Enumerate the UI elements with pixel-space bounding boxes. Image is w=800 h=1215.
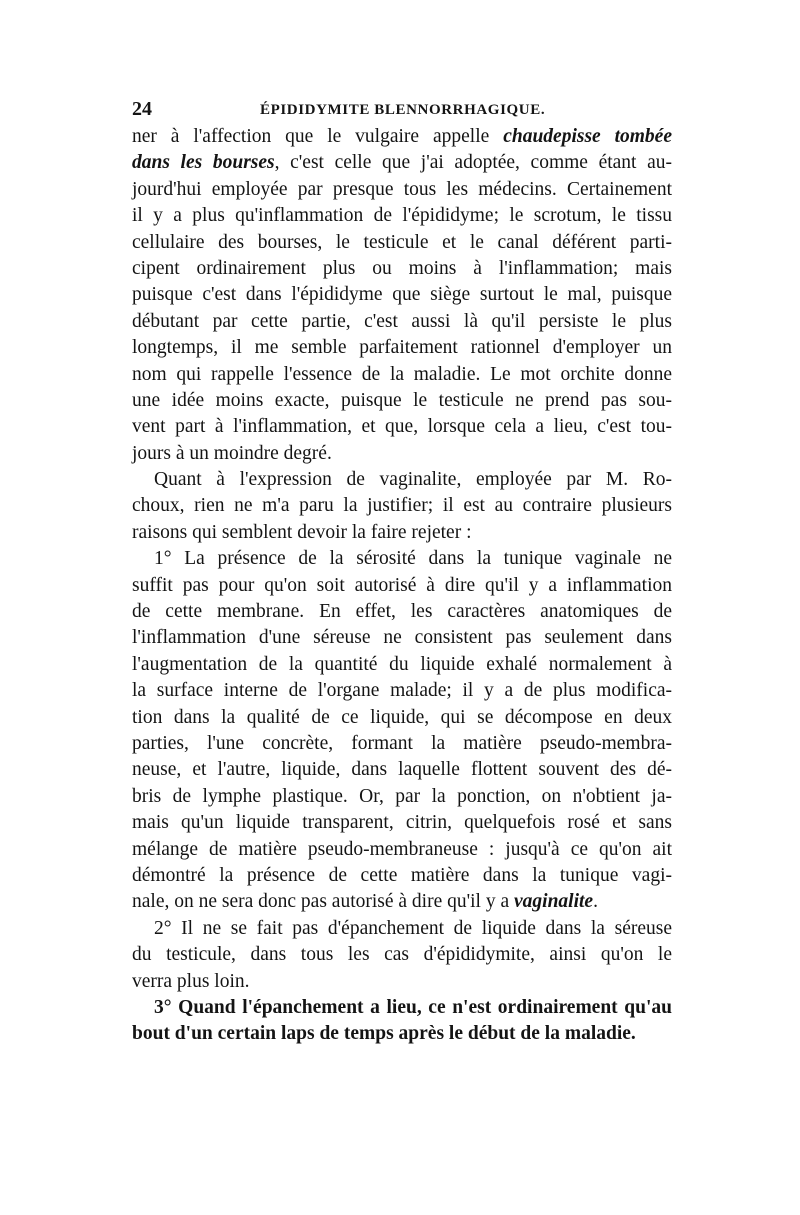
text-line: neuse, et l'autre, liquide, dans laquelle flottent souvent des dé- — [132, 759, 672, 781]
text-line: il y a plus qu'inflammation de l'épididyme; le scrotum, le tissu — [132, 205, 672, 227]
text-line: démontré la présence de cette matière dans la tunique vagi- — [132, 864, 672, 886]
text-line: bout d'un certain laps de temps après le début de la maladie. — [132, 1023, 636, 1045]
text-line: parties, l'une concrète, formant la matière pseudo-membra- — [132, 732, 672, 754]
text-line: dans les bourses, c'est celle que j'ai adoptée, comme étant au- — [132, 152, 672, 174]
text-line: bris de lymphe plastique. Or, par la ponction, on n'obtient ja- — [132, 785, 672, 807]
text-line: tion dans la qualité de ce liquide, qui se décompose en deux — [132, 706, 672, 728]
text-line: vent part à l'inflammation, et que, lorsque cela a lieu, c'est tou- — [132, 416, 672, 438]
text-line: débutant par cette partie, c'est aussi là qu'il persiste le plus — [132, 310, 672, 332]
text-line: choux, rien ne m'a paru la justifier; il est au contraire plusieurs — [132, 495, 672, 517]
text-line: l'inflammation d'une séreuse ne consistent pas seulement dans — [132, 627, 672, 649]
text-line: longtemps, il me semble parfaitement rationnel d'employer un — [132, 337, 672, 359]
paragraph-start: 1° La présence de la sérosité dans la tunique vaginale ne — [154, 548, 672, 570]
paragraph-start: 3° Quand l'épanchement a lieu, ce n'est ordinairement qu'au — [154, 996, 672, 1018]
page-number: 24 — [132, 98, 152, 120]
text-line: jourd'hui employée par presque tous les médecins. Certainement — [132, 178, 672, 200]
running-title: ÉPIDIDYMITE BLENNORRHAGIQUE. — [260, 102, 546, 118]
text-line: ner à l'affection que le vulgaire appelle chaudepisse tombée — [132, 126, 672, 147]
text-line: de cette membrane. En effet, les caractères anatomiques de — [132, 601, 672, 623]
paragraph-start: Quant à l'expression de vaginalite, employée par M. Ro- — [154, 469, 672, 491]
text-line: cipent ordinairement plus ou moins à l'inflammation; mais — [132, 257, 672, 279]
text-line: mais qu'un liquide transparent, citrin, quelquefois rosé et sans — [132, 812, 672, 834]
text-line: une idée moins exacte, puisque le testicule ne prend pas sou- — [132, 389, 672, 411]
paragraph-start: 2° Il ne se fait pas d'épanchement de liquide dans la séreuse — [154, 917, 672, 939]
text-line: verra plus loin. — [132, 970, 250, 992]
text-line: nom qui rappelle l'essence de la maladie. Le mot orchite donne — [132, 363, 672, 385]
text-line: cellulaire des bourses, le testicule et le canal déférent parti- — [132, 231, 672, 253]
text-line: mélange de matière pseudo-membraneuse : jusqu'à ce qu'on ait — [132, 838, 672, 860]
text-line: suffit pas pour qu'on soit autorisé à dire qu'il y a inflammation — [132, 574, 672, 596]
text-line: jours à un moindre degré. — [132, 442, 332, 464]
text-line: puisque c'est dans l'épididyme que siège surtout le mal, puisque — [132, 284, 672, 306]
text-line: la surface interne de l'organe malade; il y a de plus modifica- — [132, 680, 672, 702]
running-head — [132, 96, 674, 122]
text-line: l'augmentation de la quantité du liquide exhalé normalement à — [132, 653, 672, 675]
text-line: nale, on ne sera donc pas autorisé à dire qu'il y a vaginalite. — [132, 891, 598, 913]
text-line: du testicule, dans tous les cas d'épididymite, ainsi qu'on le — [132, 944, 672, 966]
body-text — [132, 124, 672, 1048]
text-line: raisons qui semblent devoir la faire rejeter : — [132, 521, 472, 543]
